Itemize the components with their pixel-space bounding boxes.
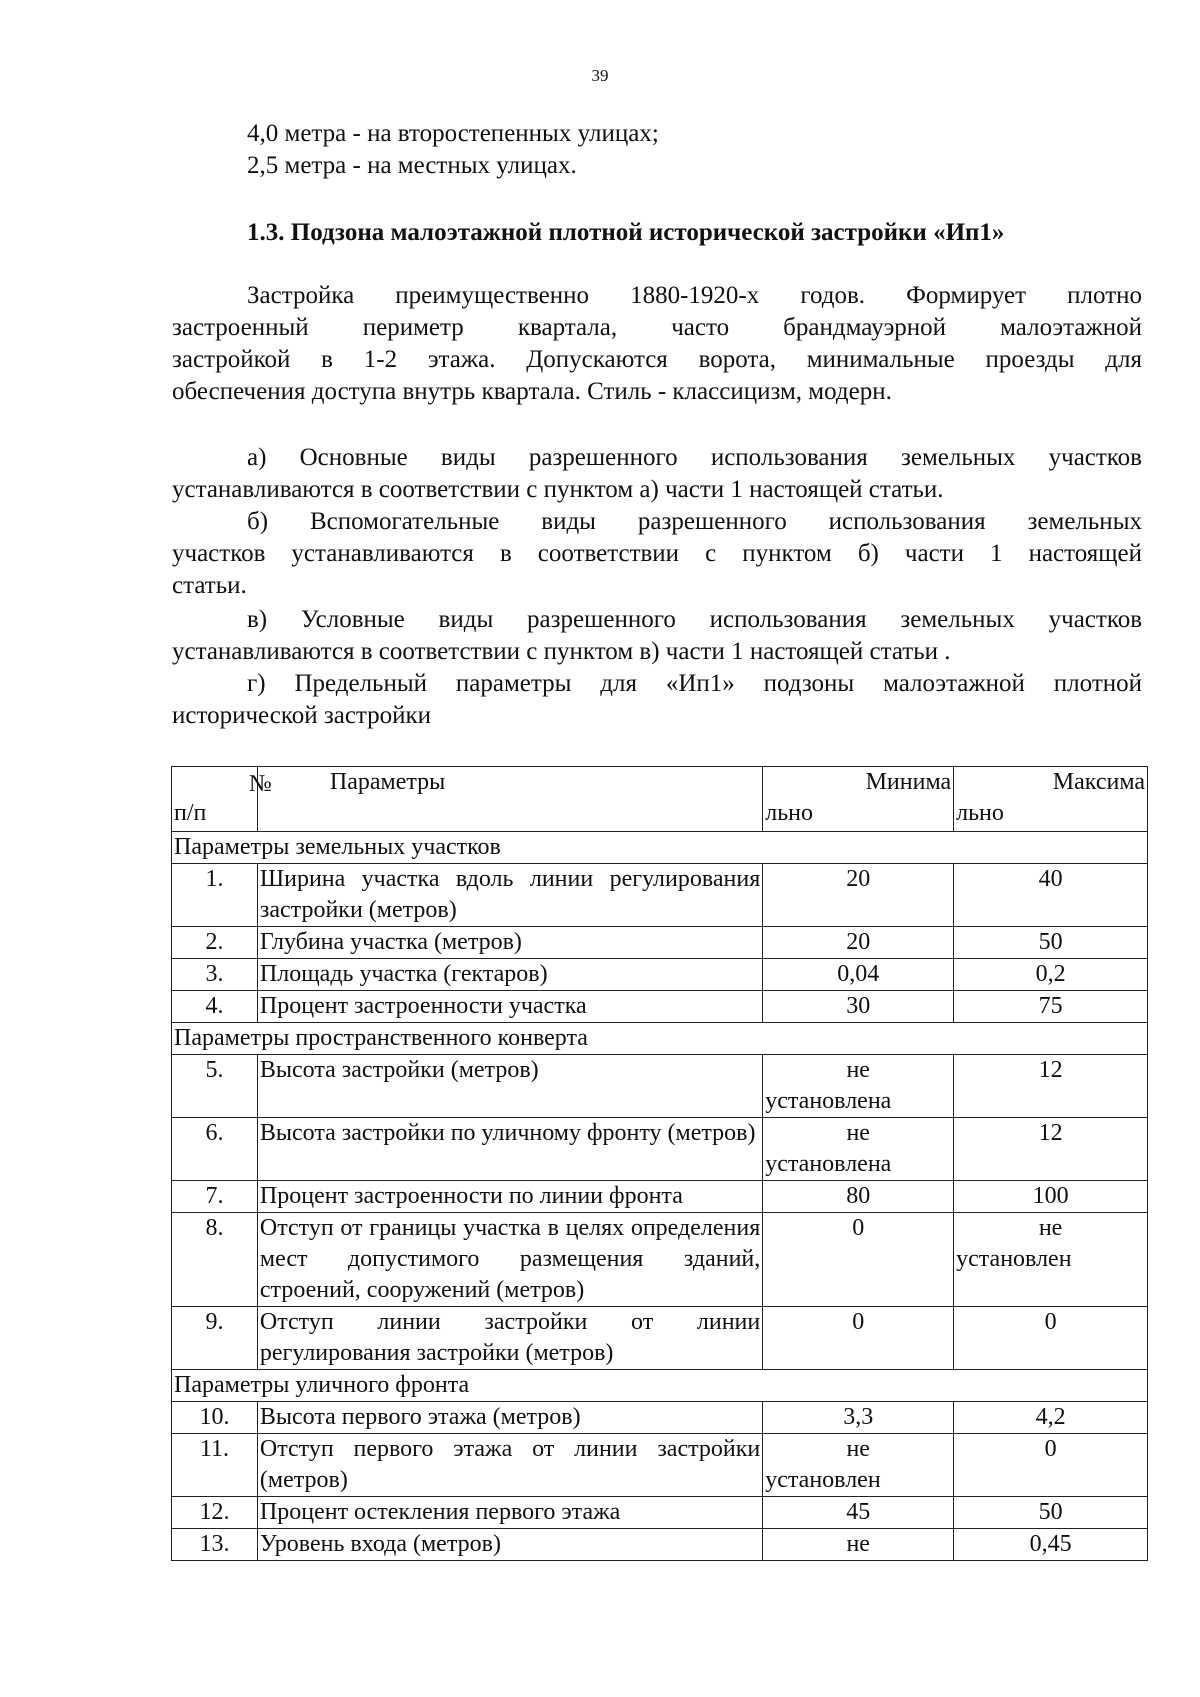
description-line: Застройка преимущественно 1880-1920-х годов. Формирует плотно	[247, 282, 1142, 309]
row-number: 7.	[172, 1181, 258, 1213]
row-param: Процент остекления первого этажа	[257, 1497, 762, 1529]
row-max-line: установлен	[956, 1246, 1072, 1272]
row-max: 50	[954, 927, 1148, 959]
row-param: Отступ линии застройки от линии регулирования застройки (метров)	[257, 1307, 762, 1370]
description-paragraph	[172, 280, 1142, 408]
row-min-line: установлена	[765, 1088, 892, 1114]
table-header-row	[172, 767, 1148, 832]
row-number: 6.	[172, 1118, 258, 1181]
row-max: 75	[954, 991, 1148, 1023]
header-num-label: п/п	[174, 800, 207, 826]
row-min	[763, 1055, 954, 1118]
header-num-symbol: №	[248, 771, 272, 797]
item-c-paragraph	[172, 604, 1142, 668]
description-line: обеспечения доступа внутрь квартала. Стиль - классицизм, модерн.	[172, 378, 892, 405]
row-min-line: установлена	[765, 1151, 892, 1177]
item-b-paragraph	[172, 506, 1142, 602]
table-row	[172, 864, 1148, 927]
intro-line-1: 4,0 метра - на второстепенных улицах;	[247, 120, 659, 147]
row-number: 4.	[172, 991, 258, 1023]
row-min: 20	[763, 927, 954, 959]
row-min: 30	[763, 991, 954, 1023]
row-max: 12	[954, 1055, 1148, 1118]
table-row	[172, 1497, 1148, 1529]
row-number: 3.	[172, 959, 258, 991]
header-min-cell	[763, 767, 954, 832]
header-max-bottom: льно	[956, 800, 1004, 826]
row-param: Высота застройки по уличному фронту (метров)	[257, 1118, 762, 1181]
header-max-top: Максима	[1052, 769, 1145, 795]
table-row	[172, 1434, 1148, 1497]
row-param: Отступ от границы участка в целях определения мест допустимого размещения зданий, строений, сооружений (метров)	[257, 1213, 762, 1307]
parameters-table	[171, 766, 1148, 1561]
row-min: 0,04	[763, 959, 954, 991]
row-max: 4,2	[954, 1402, 1148, 1434]
table-row	[172, 991, 1148, 1023]
row-max	[954, 1213, 1148, 1307]
row-param: Уровень входа (метров)	[257, 1529, 762, 1561]
page-number: 39	[591, 66, 609, 85]
intro-line-2: 2,5 метра - на местных улицах.	[247, 152, 577, 179]
item-d-line: исторической застройки	[172, 702, 432, 729]
row-min-line: не	[846, 1436, 870, 1462]
row-number: 12.	[172, 1497, 258, 1529]
row-min: 0	[763, 1213, 954, 1307]
row-param: Высота первого этажа (метров)	[257, 1402, 762, 1434]
row-number: 5.	[172, 1055, 258, 1118]
row-param: Отступ первого этажа от линии застройки (метров)	[257, 1434, 762, 1497]
row-min-line: не	[846, 1120, 870, 1146]
section-title: Параметры земельных участков	[172, 832, 1148, 864]
item-b-line: б) Вспомогательные виды разрешенного использования земельных	[247, 508, 1142, 535]
row-min: 3,3	[763, 1402, 954, 1434]
row-min: 20	[763, 864, 954, 927]
item-b-line: участков устанавливаются в соответствии с пунктом б) части 1 настоящей	[172, 540, 1142, 567]
row-min	[763, 1118, 954, 1181]
table-row	[172, 1529, 1148, 1561]
header-num-cell	[172, 767, 272, 832]
table-row	[172, 1213, 1148, 1307]
description-line: застроенный периметр квартала, часто брандмауэрной малоэтажной	[172, 314, 1142, 341]
header-param-cell: Параметры	[257, 767, 762, 832]
row-min: не	[763, 1529, 954, 1561]
item-b-line: статьи.	[172, 572, 247, 599]
row-max: 0	[954, 1434, 1148, 1497]
header-min-top: Минима	[865, 769, 952, 795]
item-d-line: г) Предельный параметры для «Ип1» подзоны малоэтажной плотной	[247, 670, 1142, 697]
header-max-cell	[954, 767, 1148, 832]
table-row	[172, 1181, 1148, 1213]
table-row	[172, 959, 1148, 991]
row-max: 0,2	[954, 959, 1148, 991]
header-min-bottom: льно	[765, 800, 814, 826]
row-number: 8.	[172, 1213, 258, 1307]
table-row	[172, 1055, 1148, 1118]
row-max: 100	[954, 1181, 1148, 1213]
row-param: Площадь участка (гектаров)	[257, 959, 762, 991]
row-number: 2.	[172, 927, 258, 959]
section-row-envelope	[172, 1023, 1148, 1055]
section-row-land	[172, 832, 1148, 864]
row-max: 12	[954, 1118, 1148, 1181]
row-max-line: не	[1038, 1215, 1063, 1241]
row-min: 0	[763, 1307, 954, 1370]
item-a-line: а) Основные виды разрешенного использования земельных участков	[247, 444, 1142, 471]
table-row	[172, 1402, 1148, 1434]
row-min: 45	[763, 1497, 954, 1529]
row-max: 0,45	[954, 1529, 1148, 1561]
row-min: 80	[763, 1181, 954, 1213]
section-row-street	[172, 1370, 1148, 1402]
row-max: 0	[954, 1307, 1148, 1370]
row-min-line: не	[846, 1057, 870, 1083]
row-param: Высота застройки (метров)	[257, 1055, 762, 1118]
item-d-paragraph	[172, 668, 1142, 732]
section-title: Параметры уличного фронта	[172, 1370, 1148, 1402]
table-row	[172, 1307, 1148, 1370]
section-heading: 1.3. Подзона малоэтажной плотной исторической застройки «Ип1»	[247, 219, 1005, 246]
row-min-line: установлен	[765, 1467, 881, 1493]
row-param: Процент застроенности по линии фронта	[257, 1181, 762, 1213]
row-param: Ширина участка вдоль линии регулирования застройки (метров)	[257, 864, 762, 927]
item-c-line: устанавливаются в соответствии с пунктом в) части 1 настоящей статьи .	[172, 638, 951, 665]
item-a-line: устанавливаются в соответствии с пунктом а) части 1 настоящей статьи.	[172, 476, 944, 503]
table-row	[172, 1118, 1148, 1181]
row-min	[763, 1434, 954, 1497]
table-row	[172, 927, 1148, 959]
row-max: 50	[954, 1497, 1148, 1529]
row-number: 13.	[172, 1529, 258, 1561]
row-param: Процент застроенности участка	[257, 991, 762, 1023]
item-a-paragraph	[172, 442, 1142, 506]
row-max: 40	[954, 864, 1148, 927]
row-number: 1.	[172, 864, 258, 927]
section-title: Параметры пространственного конверта	[172, 1023, 1148, 1055]
description-line: застройкой в 1-2 этажа. Допускаются ворота, минимальные проезды для	[172, 346, 1142, 373]
row-number: 11.	[172, 1434, 258, 1497]
row-number: 10.	[172, 1402, 258, 1434]
row-param: Глубина участка (метров)	[257, 927, 762, 959]
item-c-line: в) Условные виды разрешенного использования земельных участков	[247, 606, 1142, 633]
row-number: 9.	[172, 1307, 258, 1370]
